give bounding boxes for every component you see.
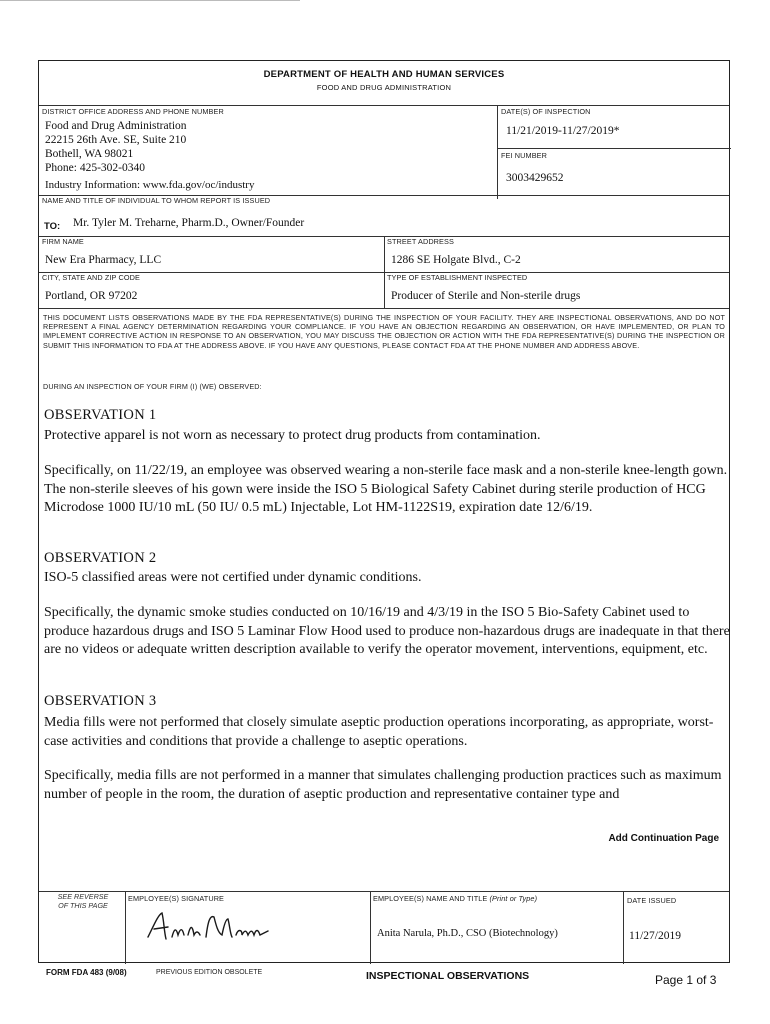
city-value: Portland, OR 97202 xyxy=(45,290,138,302)
scan-artifact-line xyxy=(0,0,300,1)
observed-intro: DURING AN INSPECTION OF YOUR FIRM (I) (WE) OBSERVED: xyxy=(43,382,262,391)
observation-2-summary: ISO-5 classified areas were not certified under dynamic conditions. xyxy=(44,570,422,585)
divider xyxy=(623,891,624,964)
recipient-value: Mr. Tyler M. Treharne, Pharm.D., Owner/Founder xyxy=(73,217,305,229)
form-number: FORM FDA 483 (9/08) xyxy=(46,968,127,977)
city-label: CITY, STATE AND ZIP CODE xyxy=(42,273,140,282)
footer-title: INSPECTIONAL OBSERVATIONS xyxy=(366,970,530,982)
date-issued-label: DATE ISSUED xyxy=(627,896,677,905)
recipient-label: NAME AND TITLE OF INDIVIDUAL TO WHOM REPORT IS ISSUED xyxy=(42,196,271,205)
district-phone: Phone: 425-302-0340 xyxy=(45,162,145,174)
to-label: TO: xyxy=(44,221,61,232)
industry-info: Industry Information: www.fda.gov/oc/industry xyxy=(45,179,255,191)
signature-label: EMPLOYEE(S) SIGNATURE xyxy=(128,894,225,903)
fda-483-form xyxy=(38,60,730,963)
observation-1-detail: Specifically, on 11/22/19, an employee was observed wearing a non-sterile face mask and a non-sterile knee-length gown. The non-sterile sleeves of his gown were inside the ISO 5 Biological Safety Cabinet during sterile production of HCG Microdose 1000 IU/10 mL (50 IU/ 0.5 mL) Injectable, Lot HM-1122S19, expiration date 12/6/19. xyxy=(44,463,728,515)
employee-name-label-text: EMPLOYEE(S) NAME AND TITLE xyxy=(373,894,488,903)
agency-heading: FOOD AND DRUG ADMINISTRATION xyxy=(316,83,452,92)
page-number: Page 1 of 3 xyxy=(655,973,717,987)
fei-value: 3003429652 xyxy=(506,172,564,184)
observation-1-title: OBSERVATION 1 xyxy=(44,407,157,423)
establishment-type-label: TYPE OF ESTABLISHMENT INSPECTED xyxy=(387,273,528,282)
divider xyxy=(39,891,729,892)
divider xyxy=(125,891,126,964)
fei-label: FEI NUMBER xyxy=(501,151,547,160)
divider xyxy=(497,148,731,149)
observation-2-title: OBSERVATION 2 xyxy=(44,550,157,566)
firm-name-label: FIRM NAME xyxy=(42,237,84,246)
inspection-notice: THIS DOCUMENT LISTS OBSERVATIONS MADE BY THE FDA REPRESENTATIVE(S) DURING THE INSPECTION OF YOUR FACILITY. THEY ARE INSPECTIONAL OBSERVATIONS, AND DO NOT REPRESENT A FINAL AGENCY DETERMINATION REGARDING YOUR COMPLIANCE. IF YOU HAVE AN OBJECTION REGARDING AN OBSERVATION, OR HAVE IMPLEMENTED, OR PLAN TO IMPLEMENT CORRECTIVE ACTION IN RESPONSE TO AN OBSERVATION, YOU MAY DISCUSS THE OBJECTION OR ACTION WITH THE FDA REPRESENTATIVE(S) DURING THE INSPECTION OR SUBMIT THIS INFORMATION TO FDA AT THE ADDRESS ABOVE. IF YOU HAVE ANY QUESTIONS, PLEASE CONTACT FDA AT THE PHONE NUMBER AND ADDRESS ABOVE. xyxy=(43,313,725,350)
inspection-dates-value: 11/21/2019-11/27/2019* xyxy=(506,125,620,137)
previous-edition-note: PREVIOUS EDITION OBSOLETE xyxy=(156,969,263,976)
district-line-3: Bothell, WA 98021 xyxy=(45,148,134,160)
street-label: STREET ADDRESS xyxy=(387,237,454,246)
street-value: 1286 SE Holgate Blvd., C-2 xyxy=(391,254,521,266)
divider xyxy=(39,272,729,273)
establishment-type-value: Producer of Sterile and Non-sterile drugs xyxy=(391,290,581,302)
district-label: DISTRICT OFFICE ADDRESS AND PHONE NUMBER xyxy=(42,107,224,116)
date-issued-value: 11/27/2019 xyxy=(629,930,681,942)
observation-3-title: OBSERVATION 3 xyxy=(44,693,157,709)
observation-3-detail: Specifically, media fills are not performed in a manner that simulates challenging production practices such as maximum number of people in the room, the duration of aseptic production and representative container type and xyxy=(44,768,722,802)
observation-1-summary: Protective apparel is not worn as necessary to protect drug products from contamination. xyxy=(44,428,541,443)
divider xyxy=(370,891,371,964)
observation-3-summary: Media fills were not performed that closely simulate aseptic production operations incorporating, as appropriate, worst-case activities and conditions that provide a challenge to aseptic operations. xyxy=(44,715,714,749)
observation-2-detail: Specifically, the dynamic smoke studies conducted on 10/16/19 and 4/3/19 in the ISO 5 Bio-Safety Cabinet used to produce hazardous drugs and ISO 5 Laminar Flow Hood used to produce non-hazardous drugs are inadequate in that there are no videos or adequate written description available to verify the operator movement, interventions, equipment, etc. xyxy=(44,605,730,657)
employee-name-value: Anita Narula, Ph.D., CSO (Biotechnology) xyxy=(377,928,558,939)
see-reverse-note: SEE REVERSE OF THIS PAGE xyxy=(57,892,109,910)
district-line-1: Food and Drug Administration xyxy=(45,120,187,132)
district-line-2: 22215 26th Ave. SE, Suite 210 xyxy=(45,134,187,146)
inspection-dates-label: DATE(S) OF INSPECTION xyxy=(501,107,591,116)
divider xyxy=(497,105,498,199)
firm-name-value: New Era Pharmacy, LLC xyxy=(45,254,162,266)
department-heading: DEPARTMENT OF HEALTH AND HUMAN SERVICES xyxy=(263,69,505,80)
employee-name-label-hint: (Print or Type) xyxy=(489,894,538,903)
divider xyxy=(39,308,729,309)
divider xyxy=(39,105,729,106)
add-continuation-page-button[interactable]: Add Continuation Page xyxy=(608,833,719,844)
employee-name-label xyxy=(373,894,537,903)
handwritten-signature xyxy=(144,907,274,947)
